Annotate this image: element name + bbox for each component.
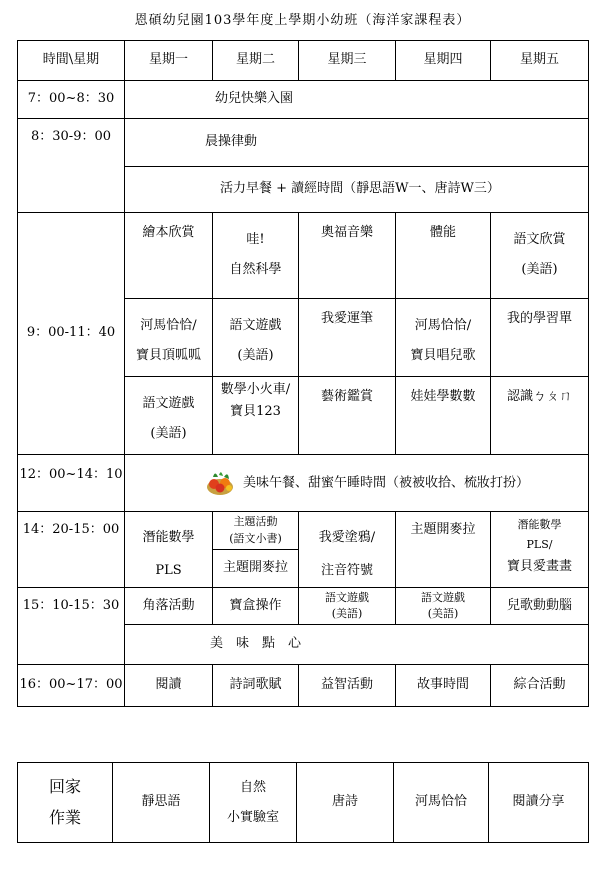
homework-item: 唐詩: [297, 763, 394, 843]
time-cell: 16：00~17：00: [18, 665, 125, 707]
time-cell: 9：00-11：40: [18, 213, 125, 455]
activity-cell: 潛能數學 PLS/ 寶貝愛畫畫: [491, 512, 589, 588]
schedule-table: [17, 40, 589, 707]
activity-cell: 藝術鑑賞: [299, 377, 396, 455]
homework-item: 自然 小實驗室: [210, 763, 297, 843]
snack-cell: 美 味 點 心: [125, 625, 589, 665]
lunch-text: 美味午餐、甜蜜午睡時間（被被收拾、梳妝打扮）: [243, 475, 530, 491]
header-day-wed: 星期三: [299, 41, 396, 81]
homework-label: 回家 作業: [18, 763, 113, 843]
activity-cell: 故事時間: [396, 665, 491, 707]
page-title: 恩碩幼兒園103學年度上學期小幼班（海洋家課程表）: [134, 13, 471, 28]
time-cell: 14：20-15：00: [18, 512, 125, 588]
activity-cell: 寶盒操作: [213, 588, 299, 625]
activity-cell: 河馬恰恰/ 寶貝唱兒歌: [396, 299, 491, 377]
activity-cell: 娃娃學數數: [396, 377, 491, 455]
activity-cell: 主題開麥拉: [213, 550, 299, 588]
time-cell: 12：00~14：10: [18, 455, 125, 512]
activity-cell: 我愛塗鴉/ 注音符號: [299, 512, 396, 588]
activity-cell: 語文遊戲 (美語): [213, 299, 299, 377]
activity-cell: 兒歌動動腦: [491, 588, 589, 625]
header-day-fri: 星期五: [491, 41, 589, 81]
vegetables-icon: [205, 469, 235, 497]
activity-cell: 潛能數學 PLS: [125, 512, 213, 588]
activity-cell: 幼兒快樂入園: [125, 81, 589, 119]
activity-cell: 語文欣賞 (美語): [491, 213, 589, 299]
activity-cell: 認識ㄅㄆㄇ: [491, 377, 589, 455]
activity-cell: 語文遊戲 (美語): [125, 377, 213, 455]
activity-cell: 數學小火車/ 寶貝123: [213, 377, 299, 455]
homework-table: [17, 762, 589, 843]
header-corner: 時間\星期: [18, 41, 125, 81]
activity-cell: 活力早餐 + 讀經時間（靜思語W一、唐詩W三）: [125, 167, 589, 213]
activity-cell: 主題活動 (語文小書): [213, 512, 299, 550]
time-cell: 8：30-9：00: [18, 119, 125, 213]
homework-item: 靜思語: [113, 763, 210, 843]
activity-cell: 我愛運筆: [299, 299, 396, 377]
lunch-cell: [125, 455, 589, 512]
time-cell: 15：10-15：30: [18, 588, 125, 665]
activity-cell: 哇! 自然科學: [213, 213, 299, 299]
activity-cell: 綜合活動: [491, 665, 589, 707]
homework-item: 閱讀分享: [489, 763, 589, 843]
activity-cell: 角落活動: [125, 588, 213, 625]
activity-cell: 體能: [396, 213, 491, 299]
activity-cell: 晨操律動: [125, 119, 589, 167]
activity-cell: 河馬恰恰/ 寶貝頂呱呱: [125, 299, 213, 377]
time-cell: 7：00~8：30: [18, 81, 125, 119]
header-day-tue: 星期二: [213, 41, 299, 81]
homework-item: 河馬恰恰: [394, 763, 489, 843]
activity-cell: 閱讀: [125, 665, 213, 707]
header-day-thu: 星期四: [396, 41, 491, 81]
activity-cell: 主題開麥拉: [396, 512, 491, 588]
activity-cell: 語文遊戲 (美語): [299, 588, 396, 625]
activity-cell: 語文遊戲 (美語): [396, 588, 491, 625]
activity-cell: 我的學習單: [491, 299, 589, 377]
activity-cell: 繪本欣賞: [125, 213, 213, 299]
header-day-mon: 星期一: [125, 41, 213, 81]
activity-cell: 益智活動: [299, 665, 396, 707]
activity-cell: 奧福音樂: [299, 213, 396, 299]
activity-cell: 詩詞歌賦: [213, 665, 299, 707]
